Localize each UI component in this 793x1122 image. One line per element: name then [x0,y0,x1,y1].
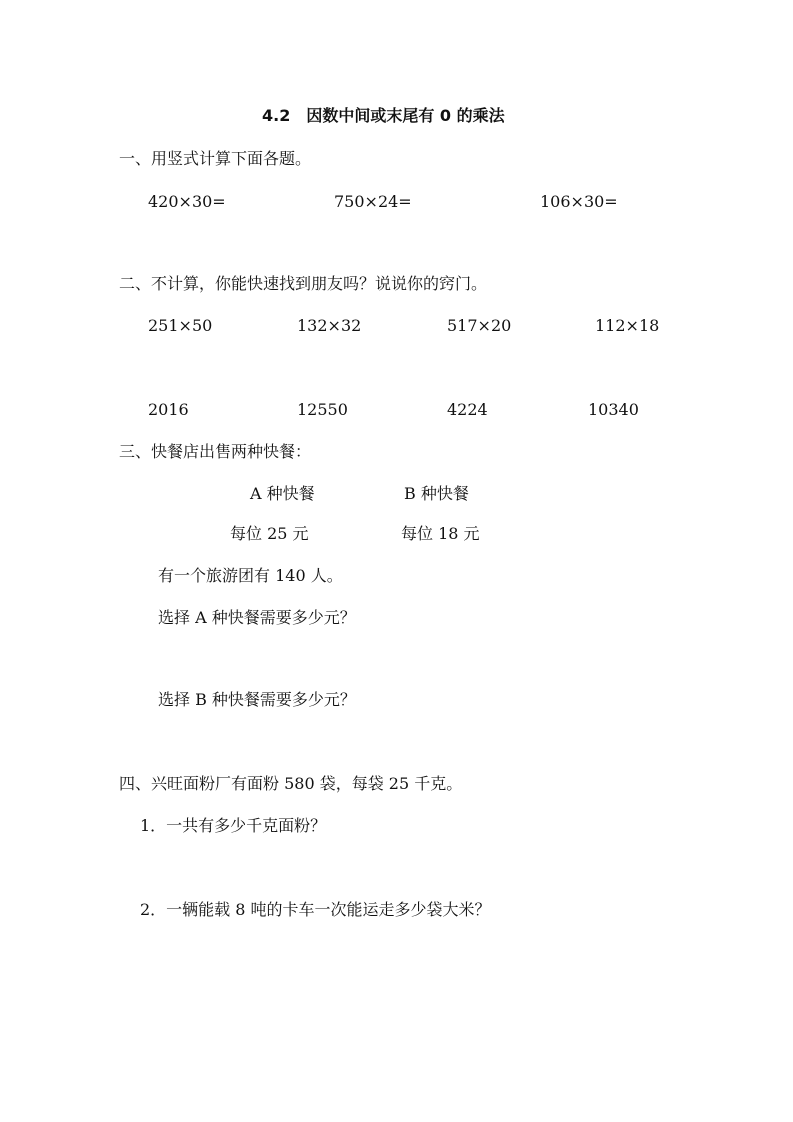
question-a: 选择 A 种快餐需要多少元？ [158,608,356,627]
expression-3: 517×20 [447,316,512,335]
page-title: 4.2 因数中间或末尾有 0 的乘法 [262,106,505,125]
result-3: 4224 [447,400,488,419]
problem-3: 106×30= [540,192,618,211]
result-1: 2016 [148,400,189,419]
problem-1: 420×30= [148,192,226,211]
section-3-heading: 三、快餐店出售两种快餐： [119,442,312,461]
section-4-heading: 四、兴旺面粉厂有面粉 580 袋，每袋 25 千克。 [119,774,463,793]
section-1-heading: 一、用竖式计算下面各题。 [119,149,312,168]
question-1: 1．一共有多少千克面粉？ [140,816,327,835]
meal-a-price: 每位 25 元 [230,524,309,543]
question-2: 2．一辆能载 8 吨的卡车一次能运走多少袋大米？ [140,900,491,919]
meal-b-price: 每位 18 元 [401,524,480,543]
result-2: 12550 [297,400,348,419]
meal-a-label: A 种快餐 [250,484,315,503]
group-info: 有一个旅游团有 140 人。 [158,566,343,585]
meal-b-label: B 种快餐 [404,484,469,503]
problem-2: 750×24= [334,192,412,211]
expression-2: 132×32 [297,316,362,335]
section-2-heading: 二、不计算，你能快速找到朋友吗？说说你的窍门。 [119,274,488,293]
expression-4: 112×18 [595,316,660,335]
question-b: 选择 B 种快餐需要多少元？ [158,690,356,709]
expression-1: 251×50 [148,316,213,335]
result-4: 10340 [588,400,639,419]
